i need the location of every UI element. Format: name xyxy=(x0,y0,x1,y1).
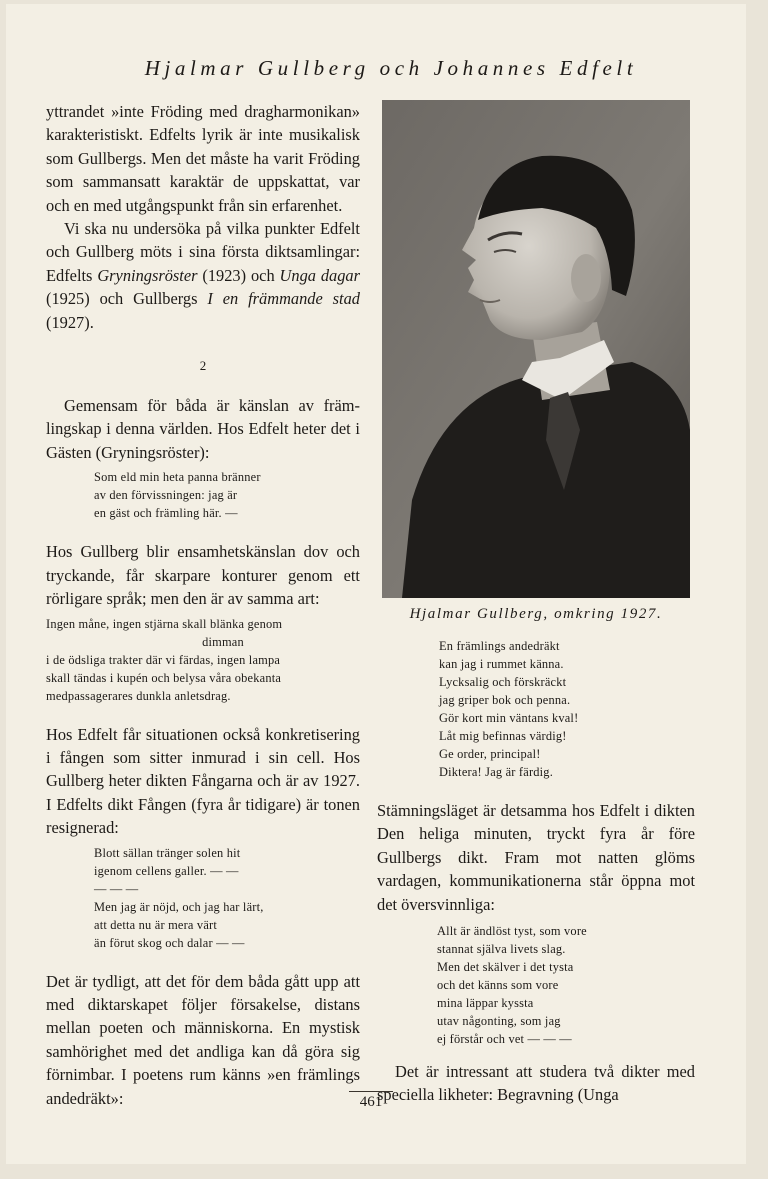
paragraph-7: Stämningsläget är detsamma hos Edfelt i dikten Den heliga minuten, tryckt fyra år före Gullbergs dikt. Fram mot natten glöms vardagen, kommunikationerna står öppna mot det översvinnliga: xyxy=(377,801,695,914)
poem-en-framlings-andedrakt xyxy=(377,637,695,781)
portrait-photo xyxy=(382,100,690,598)
photo-caption: Hjalmar Gullberg, omkring 1927. xyxy=(409,606,663,622)
poem-separator: — — — xyxy=(94,881,139,896)
title-gryningsroster: Gryningsröster xyxy=(97,265,198,285)
title-unga-dagar: Unga dagar xyxy=(279,265,361,285)
paragraph-1: yttrandet »inte Fröding med dragharmonikan» karakteristiskt. Edfelts lyrik är inte musikalisk som Gullbergs. Men det måste ha varit Fröding som sammansatt karaktär de uppskattat, var och en med utgångspunkt från sin erfarenhet. xyxy=(46,102,360,215)
poem-line: utav någonting, som jag xyxy=(437,1014,561,1029)
poem-line: och det känns som vore xyxy=(437,978,559,993)
paragraph-6: Det är tydligt, att det för dem båda gått upp att med diktarskapet följer försakelse, distans mellan poeten och människorna. En mystisk samhörighet med det andliga kan då göra sig förnimbar. I poetens rum känns »en främlings andedräkt»: xyxy=(46,971,360,1108)
poem-line: Men jag är nöjd, och jag har lärt, xyxy=(94,899,264,914)
poem-line: en gäst och främling här. — xyxy=(94,506,238,521)
poem-line: jag griper bok och penna. xyxy=(439,693,571,707)
paragraph-4: Hos Gullberg blir ensamhetskänslan dov och tryckande, får skarpare konturer genom ett rörligare språk; men den är av samma art: xyxy=(46,542,360,609)
poem-line: Som eld min heta panna bränner xyxy=(94,470,261,485)
poem-line: av den förvissningen: jag är xyxy=(94,488,238,503)
poem-line: mina läppar kyssta xyxy=(437,996,534,1011)
poem-gasten xyxy=(46,468,360,522)
poem-line: stannat själva livets slag. xyxy=(437,942,566,957)
left-column xyxy=(46,100,360,1110)
page-number: 461 xyxy=(349,1091,393,1111)
poem-line: Lycksalig och förskräckt xyxy=(439,675,567,689)
poem-line: Allt är ändlöst tyst, som vore xyxy=(437,924,587,939)
poem-line: i de ödsliga trakter där vi färdas, ingen lampa xyxy=(46,652,281,667)
paragraph-2-text-d: (1927). xyxy=(46,312,94,332)
paragraph-5: Hos Edfelt får situationen också konkretisering i fången som sitter inmurad i sin cell. Hos Gullberg heter dikten Fångarna och är av 1927. I Edfelts dikt Fången (fyra år tidigare) är tonen resignerad: xyxy=(46,724,360,838)
paragraph-2-text-c: (1925) och Gullbergs xyxy=(46,289,208,309)
running-head: Hjalmar Gullberg och Johannes Edfelt xyxy=(144,56,638,80)
poem-i-en-frammande-stad xyxy=(46,615,360,705)
book-page xyxy=(6,4,746,1164)
poem-line: Gör kort min väntans kval! xyxy=(439,711,579,725)
poem-line: Diktera! Jag är färdig. xyxy=(439,765,553,779)
paragraph-2-text-a: Vi ska nu undersöka på vilka punkter Edfelt och Gullberg möts i sina första diktsamlingar: Edfelts xyxy=(46,219,360,285)
paragraph-2 xyxy=(46,217,360,334)
poem-line: En främlings andedräkt xyxy=(439,639,560,653)
poem-line: dimman xyxy=(202,634,244,649)
section-number: 2 xyxy=(199,358,207,374)
poem-line: Ingen måne, ingen stjärna skall blänka genom xyxy=(46,616,283,631)
poem-line: skall tändas i kupén och belysa våra obekanta xyxy=(46,670,282,685)
paragraph-2-text-b: (1923) och xyxy=(197,265,280,285)
right-column xyxy=(377,100,695,1107)
poem-fangen xyxy=(46,844,360,952)
title-i-en-frammande-stad: I en främmande stad xyxy=(207,289,360,309)
poem-line: Men det skälver i det tysta xyxy=(437,960,574,975)
poem-line: medpassagerares dunkla anletsdrag. xyxy=(46,688,231,703)
paragraph-3: Gemensam för båda är känslan av främlingskap i denna världen. Hos Edfelt heter det i Gästen (Gryningsröster): xyxy=(46,396,360,462)
poem-line: Låt mig befinnas värdig! xyxy=(439,729,567,743)
poem-line: än förut skog och dalar — — xyxy=(94,935,245,950)
poem-line: kan jag i rummet känna. xyxy=(439,657,564,671)
poem-den-heliga-minuten xyxy=(377,922,695,1048)
poem-line: Blott sällan tränger solen hit xyxy=(94,845,241,860)
poem-line: igenom cellens galler. — — xyxy=(94,863,239,878)
paragraph-8: Det är intressant att studera två dikter med speciella likheter: Begravning (Unga xyxy=(377,1062,695,1105)
poem-line: Ge order, principal! xyxy=(439,747,541,761)
poem-line: att detta nu är mera värt xyxy=(94,917,217,932)
poem-line: ej förstår och vet — — — xyxy=(437,1032,572,1047)
